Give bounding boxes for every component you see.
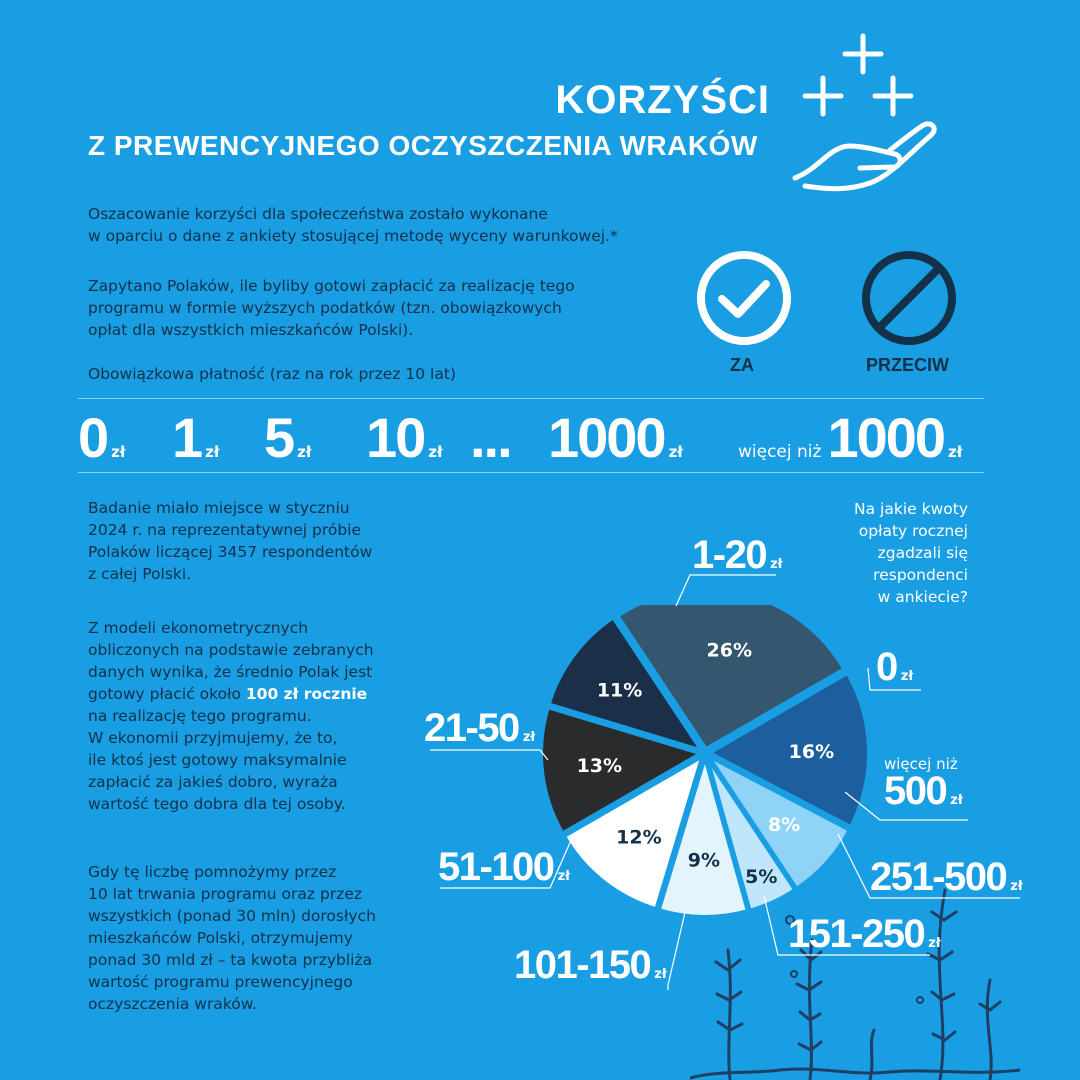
pie-label-51-100: 51-100 zł: [438, 845, 570, 889]
pie-pct-label-2: 5%: [745, 865, 778, 888]
pie-label-21-50: 21-50 zł: [424, 706, 536, 750]
leader-1-20: [676, 575, 776, 606]
scale-item-1: 1 zł: [172, 406, 220, 469]
scale-item-0: 0 zł: [78, 406, 126, 469]
study-paragraph-3: Gdy tę liczbę pomnożymy przez 10 lat trwania programu oraz przez wszystkich (ponad 30 mln) dorosłych mieszkańców Polski, otrzymujemy ponad 30 mld zł – ta kwota przybliża wartość programu prewencyjnego oczyszczenia wraków.: [88, 863, 376, 1013]
leader-21-50: [430, 750, 548, 760]
against-label: PRZECIW: [866, 355, 949, 375]
pie-label-1-20: 1-20 zł: [692, 533, 783, 577]
pie-pct-label-5: 13%: [576, 755, 623, 778]
pie-pct-label-4: 12%: [616, 826, 662, 849]
page-subtitle: Z PREWENCYJNEGO OCZYSZCZENIA WRAKÓW: [88, 130, 758, 161]
intro-paragraph-1: Oszacowanie korzyści dla społeczeństwa zostało wykonane w oparciu o dane z ankiety stosującej metodę wyceny warunkowej.*: [88, 205, 618, 245]
intro-paragraph-2: Zapytano Polaków, ile byliby gotowi zapłacić za realizację tego programu w formie wyższych podatków (tzn. obowiązkowych opłat dla wszystkich mieszkańców Polski).: [88, 277, 575, 339]
pie-pct-label-6: 11%: [596, 679, 643, 702]
pie-pct-label-7: 26%: [706, 639, 753, 662]
leader-101-150: [668, 908, 686, 990]
pie-label-151-250: 151-250 zł: [788, 912, 941, 956]
chart-question: Na jakie kwoty opłaty rocznej zgadzali się respondenci w ankiecie?: [854, 500, 968, 606]
pie-label-101-150: 101-150 zł: [514, 943, 667, 987]
pie-label-251-500: 251-500 zł: [870, 855, 1023, 899]
page-title: KORZYŚCI: [555, 78, 770, 122]
pie-pct-label-3: 9%: [687, 849, 721, 872]
for-label: ZA: [730, 355, 754, 375]
scale-ellipsis: ...: [470, 406, 511, 469]
scale-item-10: 10 zł: [366, 406, 443, 469]
payment-caption: Obowiązkowa płatność (raz na rok przez 10 lat): [88, 365, 456, 383]
study-paragraph-2: Z modeli ekonometrycznych obliczonych na podstawie zebranych danych wynika, że średnio Polak jest gotowy płacić około 100 zł rocznie na realizację tego programu. W ekonomii przyjmujemy, że to, ile ktoś jest gotowy maksymalnie zapłacić za jakieś dobro, wyraża wartość tego dobra dla tej osoby.: [88, 619, 374, 813]
highlight-amount: 100 zł rocznie: [245, 685, 368, 703]
scale-item-1000: 1000 zł: [548, 406, 683, 469]
pie-pct-label-0: 16%: [788, 740, 835, 763]
pie-pct-label-1: 8%: [767, 814, 801, 837]
pie-label-more-500: więcej niż 500 zł: [884, 755, 963, 813]
pie-label-0: 0 zł: [876, 645, 914, 689]
scale-item-more: więcej niż 1000 zł: [738, 406, 963, 469]
scale-item-5: 5 zł: [264, 406, 312, 469]
study-paragraph-1: Badanie miało miejsce w styczniu 2024 r. na reprezentatywnej próbie Polaków liczącej 3457 respondentów z całej Polski.: [88, 499, 373, 583]
